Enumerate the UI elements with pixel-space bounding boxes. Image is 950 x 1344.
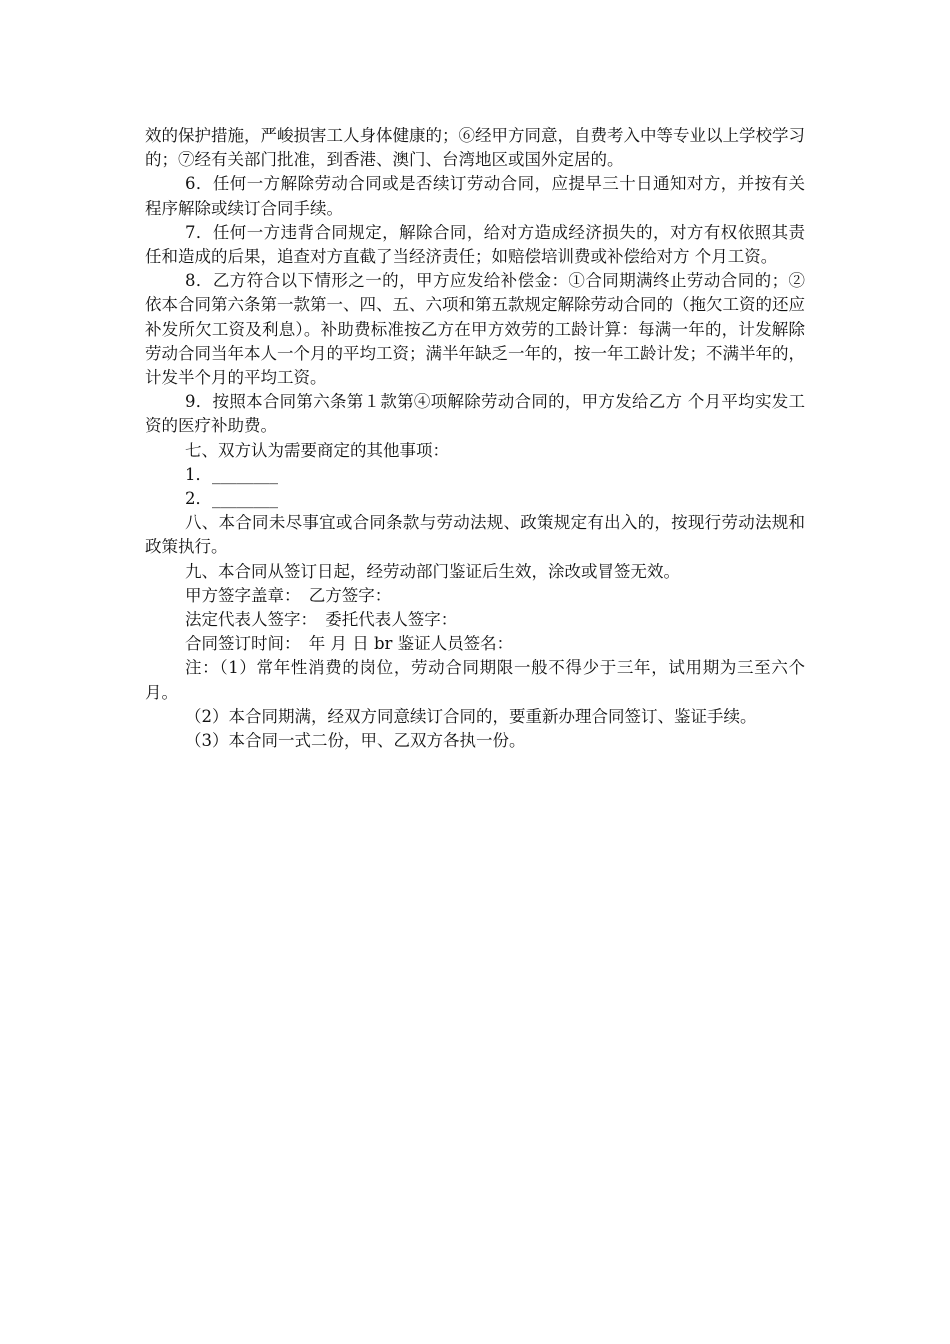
blank-item-1: 1．________ [185,464,278,484]
clause-7: 7．任何一方违背合同规定，解除合同，给对方造成经济损失的，对方有权依照其责任和造成的后果，追查对方直截了当经济责任；如赔偿培训费或补偿给对方 个月工资。 [145,222,805,267]
paragraph-continuation: 效的保护措施，严峻损害工人身体健康的；⑥经甲方同意，自费考入中等专业以上学校学习的；⑦经有关部门批准，到香港、澳门、台湾地区或国外定居的。 [145,126,805,170]
note-2: （2）本合同期满，经双方同意续订合同的，要重新办理合同签订、鉴证手续。 [185,706,757,726]
clause-9: 9．按照本合同第六条第１款第④项解除劳动合同的，甲方发给乙方 个月平均实发工资的医疗补助费。 [145,392,805,436]
section-nine: 九、本合同从签订日起，经劳动部门鉴证后生效，涂改或冒签无效。 [185,561,680,581]
clause-6: 6．任何一方解除劳动合同或是否续订劳动合同，应提早三十日通知对方，并按有关程序解除或续订合同手续。 [145,174,805,218]
signature-line-parties: 甲方签字盖章： 乙方签字： [185,585,392,605]
signature-line-representatives: 法定代表人签字： 委托代表人签字： [185,610,458,630]
clause-8: 8．乙方符合以下情形之一的，甲方应发给补偿金：①合同期满终止劳动合同的；②依本合同第六条第一款第一、四、五、六项和第五款规定解除劳动合同的（拖欠工资的还应补发所欠工资及利息）。补助费标准按乙方在甲方效劳的工龄计算：每满一年的，计发解除劳动合同当年本人一个月的平均工资；满半年缺乏一年的，按一年工龄计发；不满半年的，计发半个月的平均工资。 [145,271,805,388]
note-1: 注：（1）常年性消费的岗位，劳动合同期限一般不得少于三年，试用期为三至六个月。 [145,658,805,702]
signature-line-date: 合同签订时间： 年 月 日 br 鉴证人员签名： [185,634,514,654]
section-eight: 八、本合同未尽事宜或合同条款与劳动法规、政策规定有出入的，按现行劳动法规和政策执行。 [145,513,805,557]
section-seven-heading: 七、双方认为需要商定的其他事项： [185,440,449,460]
note-3: （3）本合同一式二份，甲、乙双方各执一份。 [185,731,526,751]
blank-item-2: 2．________ [185,489,278,509]
document-page [145,124,805,753]
